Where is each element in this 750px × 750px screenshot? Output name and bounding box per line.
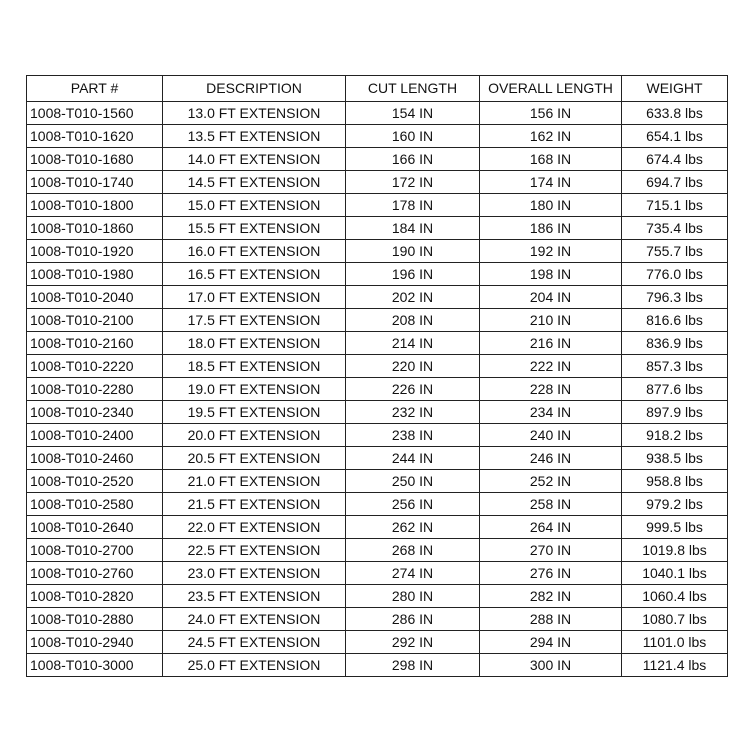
cell-part-number: 1008-T010-1860 (27, 217, 163, 240)
cell-weight: 694.7 lbs (622, 171, 728, 194)
table-row (27, 286, 728, 309)
cell-description: 17.5 FT EXTENSION (163, 309, 346, 332)
cell-cut-length: 208 IN (346, 309, 480, 332)
cell-description: 20.5 FT EXTENSION (163, 447, 346, 470)
header-part-number: PART # (27, 76, 163, 102)
cell-cut-length: 214 IN (346, 332, 480, 355)
cell-description: 21.0 FT EXTENSION (163, 470, 346, 493)
cell-weight: 1121.4 lbs (622, 654, 728, 677)
cell-overall-length: 162 IN (480, 125, 622, 148)
header-cut-length: CUT LENGTH (346, 76, 480, 102)
table-row (27, 263, 728, 286)
table-body (27, 102, 728, 677)
cell-part-number: 1008-T010-1740 (27, 171, 163, 194)
cell-cut-length: 268 IN (346, 539, 480, 562)
cell-cut-length: 178 IN (346, 194, 480, 217)
cell-cut-length: 238 IN (346, 424, 480, 447)
cell-overall-length: 288 IN (480, 608, 622, 631)
table-row (27, 562, 728, 585)
cell-cut-length: 190 IN (346, 240, 480, 263)
cell-description: 15.0 FT EXTENSION (163, 194, 346, 217)
cell-overall-length: 240 IN (480, 424, 622, 447)
cell-overall-length: 180 IN (480, 194, 622, 217)
cell-overall-length: 252 IN (480, 470, 622, 493)
cell-part-number: 1008-T010-2340 (27, 401, 163, 424)
cell-weight: 857.3 lbs (622, 355, 728, 378)
cell-description: 21.5 FT EXTENSION (163, 493, 346, 516)
table-row (27, 585, 728, 608)
cell-cut-length: 196 IN (346, 263, 480, 286)
cell-part-number: 1008-T010-2760 (27, 562, 163, 585)
cell-cut-length: 184 IN (346, 217, 480, 240)
cell-part-number: 1008-T010-1920 (27, 240, 163, 263)
cell-weight: 958.8 lbs (622, 470, 728, 493)
cell-cut-length: 250 IN (346, 470, 480, 493)
cell-part-number: 1008-T010-1560 (27, 102, 163, 125)
cell-overall-length: 246 IN (480, 447, 622, 470)
cell-description: 19.0 FT EXTENSION (163, 378, 346, 401)
cell-weight: 1080.7 lbs (622, 608, 728, 631)
cell-cut-length: 154 IN (346, 102, 480, 125)
cell-cut-length: 202 IN (346, 286, 480, 309)
cell-part-number: 1008-T010-2880 (27, 608, 163, 631)
table-row (27, 125, 728, 148)
cell-cut-length: 244 IN (346, 447, 480, 470)
cell-weight: 796.3 lbs (622, 286, 728, 309)
cell-part-number: 1008-T010-2580 (27, 493, 163, 516)
cell-description: 13.0 FT EXTENSION (163, 102, 346, 125)
table-row (27, 309, 728, 332)
cell-part-number: 1008-T010-1980 (27, 263, 163, 286)
cell-overall-length: 222 IN (480, 355, 622, 378)
cell-cut-length: 256 IN (346, 493, 480, 516)
cell-overall-length: 294 IN (480, 631, 622, 654)
cell-cut-length: 226 IN (346, 378, 480, 401)
table-header (27, 76, 728, 102)
cell-overall-length: 282 IN (480, 585, 622, 608)
cell-overall-length: 156 IN (480, 102, 622, 125)
header-weight: WEIGHT (622, 76, 728, 102)
cell-description: 23.0 FT EXTENSION (163, 562, 346, 585)
cell-part-number: 1008-T010-2820 (27, 585, 163, 608)
table-row (27, 470, 728, 493)
cell-weight: 633.8 lbs (622, 102, 728, 125)
cell-part-number: 1008-T010-1620 (27, 125, 163, 148)
cell-weight: 1040.1 lbs (622, 562, 728, 585)
cell-weight: 715.1 lbs (622, 194, 728, 217)
cell-overall-length: 276 IN (480, 562, 622, 585)
table-row (27, 240, 728, 263)
cell-weight: 979.2 lbs (622, 493, 728, 516)
table-row (27, 355, 728, 378)
cell-cut-length: 292 IN (346, 631, 480, 654)
cell-description: 18.0 FT EXTENSION (163, 332, 346, 355)
cell-cut-length: 166 IN (346, 148, 480, 171)
cell-description: 16.0 FT EXTENSION (163, 240, 346, 263)
cell-weight: 918.2 lbs (622, 424, 728, 447)
cell-cut-length: 262 IN (346, 516, 480, 539)
cell-description: 17.0 FT EXTENSION (163, 286, 346, 309)
cell-overall-length: 174 IN (480, 171, 622, 194)
cell-weight: 999.5 lbs (622, 516, 728, 539)
table-row (27, 493, 728, 516)
cell-overall-length: 270 IN (480, 539, 622, 562)
cell-part-number: 1008-T010-2100 (27, 309, 163, 332)
cell-description: 20.0 FT EXTENSION (163, 424, 346, 447)
table-row (27, 217, 728, 240)
cell-overall-length: 258 IN (480, 493, 622, 516)
cell-part-number: 1008-T010-2160 (27, 332, 163, 355)
cell-cut-length: 220 IN (346, 355, 480, 378)
cell-weight: 938.5 lbs (622, 447, 728, 470)
cell-cut-length: 172 IN (346, 171, 480, 194)
cell-cut-length: 232 IN (346, 401, 480, 424)
cell-overall-length: 228 IN (480, 378, 622, 401)
table-row (27, 378, 728, 401)
cell-part-number: 1008-T010-2520 (27, 470, 163, 493)
table-row (27, 171, 728, 194)
cell-overall-length: 216 IN (480, 332, 622, 355)
table-row (27, 194, 728, 217)
cell-part-number: 1008-T010-2940 (27, 631, 163, 654)
table-row (27, 401, 728, 424)
cell-overall-length: 168 IN (480, 148, 622, 171)
table-row (27, 539, 728, 562)
cell-cut-length: 274 IN (346, 562, 480, 585)
cell-part-number: 1008-T010-2640 (27, 516, 163, 539)
cell-description: 24.5 FT EXTENSION (163, 631, 346, 654)
cell-part-number: 1008-T010-2700 (27, 539, 163, 562)
cell-weight: 1060.4 lbs (622, 585, 728, 608)
cell-weight: 1019.8 lbs (622, 539, 728, 562)
cell-weight: 1101.0 lbs (622, 631, 728, 654)
cell-overall-length: 192 IN (480, 240, 622, 263)
table-row (27, 148, 728, 171)
table-row (27, 516, 728, 539)
table-row (27, 654, 728, 677)
cell-description: 15.5 FT EXTENSION (163, 217, 346, 240)
cell-weight: 897.9 lbs (622, 401, 728, 424)
cell-part-number: 1008-T010-1800 (27, 194, 163, 217)
cell-description: 13.5 FT EXTENSION (163, 125, 346, 148)
table-row (27, 424, 728, 447)
cell-overall-length: 204 IN (480, 286, 622, 309)
table-row (27, 102, 728, 125)
cell-description: 18.5 FT EXTENSION (163, 355, 346, 378)
cell-part-number: 1008-T010-2400 (27, 424, 163, 447)
cell-description: 23.5 FT EXTENSION (163, 585, 346, 608)
cell-cut-length: 298 IN (346, 654, 480, 677)
table-row (27, 631, 728, 654)
header-overall-length: OVERALL LENGTH (480, 76, 622, 102)
cell-description: 19.5 FT EXTENSION (163, 401, 346, 424)
cell-cut-length: 160 IN (346, 125, 480, 148)
cell-part-number: 1008-T010-2280 (27, 378, 163, 401)
cell-description: 14.0 FT EXTENSION (163, 148, 346, 171)
cell-overall-length: 234 IN (480, 401, 622, 424)
table-row (27, 608, 728, 631)
table-row (27, 332, 728, 355)
cell-description: 25.0 FT EXTENSION (163, 654, 346, 677)
cell-part-number: 1008-T010-3000 (27, 654, 163, 677)
cell-part-number: 1008-T010-2460 (27, 447, 163, 470)
cell-part-number: 1008-T010-2040 (27, 286, 163, 309)
header-row (27, 76, 728, 102)
cell-description: 22.0 FT EXTENSION (163, 516, 346, 539)
cell-cut-length: 286 IN (346, 608, 480, 631)
cell-weight: 654.1 lbs (622, 125, 728, 148)
cell-weight: 674.4 lbs (622, 148, 728, 171)
cell-cut-length: 280 IN (346, 585, 480, 608)
cell-weight: 735.4 lbs (622, 217, 728, 240)
cell-overall-length: 264 IN (480, 516, 622, 539)
cell-weight: 755.7 lbs (622, 240, 728, 263)
cell-weight: 877.6 lbs (622, 378, 728, 401)
cell-weight: 836.9 lbs (622, 332, 728, 355)
table-row (27, 447, 728, 470)
cell-part-number: 1008-T010-2220 (27, 355, 163, 378)
cell-overall-length: 210 IN (480, 309, 622, 332)
cell-part-number: 1008-T010-1680 (27, 148, 163, 171)
cell-overall-length: 198 IN (480, 263, 622, 286)
cell-overall-length: 300 IN (480, 654, 622, 677)
cell-description: 24.0 FT EXTENSION (163, 608, 346, 631)
cell-overall-length: 186 IN (480, 217, 622, 240)
cell-weight: 776.0 lbs (622, 263, 728, 286)
cell-description: 14.5 FT EXTENSION (163, 171, 346, 194)
extension-spec-table (26, 75, 728, 677)
cell-description: 22.5 FT EXTENSION (163, 539, 346, 562)
header-description: DESCRIPTION (163, 76, 346, 102)
cell-weight: 816.6 lbs (622, 309, 728, 332)
cell-description: 16.5 FT EXTENSION (163, 263, 346, 286)
